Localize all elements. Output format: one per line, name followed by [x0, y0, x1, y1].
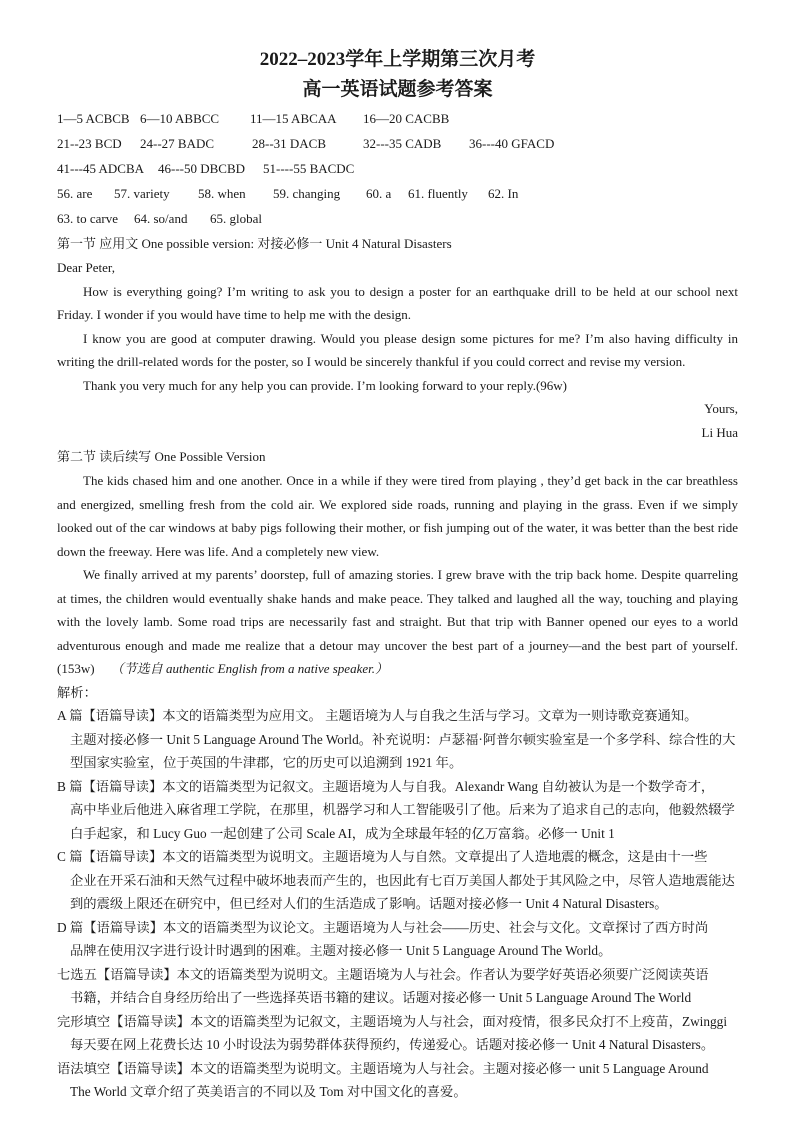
document-title: 2022–2023学年上学期第三次月考: [259, 49, 536, 70]
analysis-continuation: The World 文章介绍了英美语言的不同以及 Tom 对中国文化的喜爱。: [70, 1084, 467, 1099]
analysis-first-line: 语法填空【语篇导读】本文的语篇类型为说明文。主题语境为人与社会。主题对接必修一 unit 5 Language Around: [57, 1060, 709, 1076]
answer-item: 65. global: [210, 211, 262, 226]
letter-closing: Yours,: [704, 401, 738, 416]
story-paragraph: The kids chased him and one another. Once in a while if they were tired from playing , they’d get back in the car breathless and energized, smelling fresh from the cold air. We explored side roads, running and playing in the grass. Even if we simply looked out of the car windows at baby pigs following their mother, or fish jumping out of the water, it was better than the best ride down the freeway. Here was life. And a completely new view.: [57, 473, 738, 559]
letter-paragraph: Thank you very much for any help you can provide. I’m looking forward to your reply.(96w): [83, 377, 567, 393]
answer-item: 57. variety: [114, 186, 170, 201]
answer-item: 58. when: [198, 186, 246, 201]
analysis-first-line: 七选五【语篇导读】本文的语篇类型为说明文。主题语境为人与社会。作者认为要学好英语必须要广泛阅读英语: [57, 966, 709, 982]
answer-group: 32---35 CADB: [363, 136, 442, 151]
answers-row-5: [57, 206, 738, 231]
analysis-first-line: D 篇【语篇导读】本文的语篇类型为议论文。主题语境为人与社会——历史、社会与文化。文章探讨了西方时尚: [57, 919, 709, 935]
analysis-item: [57, 704, 738, 775]
analysis-first-line: C 篇【语篇导读】本文的语篇类型为说明文。主题语境为人与自然。文章提出了人造地震的概念，这是由十一些: [57, 849, 708, 864]
answers-row-3: [57, 156, 738, 181]
analysis-continuation: 品牌在使用汉字进行设计时遇到的困难。主题对接必修一 Unit 5 Language Around The World。: [70, 943, 612, 958]
answer-group: 28--31 DACB: [252, 136, 327, 151]
answer-group: 46---50 DBCBD: [158, 161, 246, 176]
letter-salutation: Dear Peter,: [57, 260, 115, 275]
analysis-item: [57, 1057, 738, 1104]
answer-group: 16—20 CACBB: [363, 111, 450, 126]
answers-row-2: [57, 131, 738, 156]
source-note: （节选自 authentic English from a native speaker.）: [110, 661, 388, 676]
analysis-item: [57, 963, 738, 1010]
answers-row-4: [57, 181, 738, 206]
document-subtitle: 高一英语试题参考答案: [302, 79, 493, 100]
answer-item: 61. fluently: [408, 186, 468, 201]
answer-group: 51----55 BACDC: [263, 161, 355, 176]
analysis-first-line: B 篇【语篇导读】本文的语篇类型为记叙文。主题语境为人与自我。Alexandr Wang 自幼被认为是一个数学奇才，: [57, 778, 715, 794]
answer-item: 64. so/and: [134, 211, 188, 226]
analysis-first-line: 完形填空【语篇导读】本文的语篇类型为记叙文，主题语境为人与社会，面对疫情，很多民众打不上疫苗，Zwinggi: [57, 1013, 728, 1029]
analysis-continuation: 企业在开采石油和天然气过程中破坏地表而产生的，也因此有七百万美国人都处于其风险之中，尽管人造地震能达到的震级上限还在研究中，但已经对人们的生活造成了影响。话题对接必修一 Unit 4 Natural Disasters。: [70, 872, 735, 911]
analysis-item: [57, 1010, 738, 1057]
story-paragraph: [57, 563, 738, 681]
answer-group: 36---40 GFACD: [469, 136, 555, 151]
section2-heading: 第二节 读后续写 One Possible Version: [57, 449, 266, 464]
analysis-continuation: 高中毕业后他进入麻省理工学院，在那里，机器学习和人工智能吸引了他。后来为了追求自己的志向，他毅然辍学白手起家，和 Lucy Guo 一起创建了公司 Scale AI，成为全球最年轻的亿万富翁。必修一 Unit 1: [70, 802, 735, 841]
analysis-item: [57, 845, 738, 916]
analysis-continuation: 每天要在网上花费长达 10 小时设法为弱势群体获得预约，传递爱心。话题对接必修一 Unit 4 Natural Disasters。: [70, 1037, 715, 1052]
answer-item: 59. changing: [273, 186, 341, 201]
answer-group: 11—15 ABCAA: [250, 111, 337, 126]
analysis-first-line: A 篇【语篇导读】本文的语篇类型为应用文。 主题语境为人与自我之生活与学习。文章为一则诗歌竞赛通知。: [57, 708, 698, 723]
section1-heading: 第一节 应用文 One possible version: 对接必修一 Unit 4 Natural Disasters: [57, 236, 452, 251]
answer-item: 63. to carve: [57, 211, 119, 226]
answer-item: 56. are: [57, 186, 93, 201]
story-text: We finally arrived at my parents’ doorstep, full of amazing stories. I grew brave with the trip back home. Despite quarreling at times, the children would eventually shake hands and make peace. They talked and laughed all the way, touching and playing with the lovely lamb. Some road trips are necessarily fast and straight. But that trip with Banner opened our eyes to a world adventurous enough and made me realize that a detour may uncover the best part of a journey—and the best part of yourself. (153w): [57, 567, 738, 676]
analysis-continuation: 书籍，并结合自身经历给出了一些选择英语书籍的建议。话题对接必修一 Unit 5 Language Around The World: [70, 990, 692, 1005]
analysis-label: 解析：: [57, 684, 97, 700]
answer-group: 1—5 ACBCB: [57, 111, 130, 126]
answer-group: 21--23 BCD: [57, 136, 122, 151]
letter-paragraph: I know you are good at computer drawing. Would you please design some pictures for me? I’m also having difficulty in writing the drill-related words for the poster, so I would be sincerely thankful if you could correct and revise my version.: [57, 330, 738, 369]
answer-group: 41---45 ADCBA: [57, 161, 145, 176]
answer-item: 60. a: [366, 186, 392, 201]
letter-paragraph: How is everything going? I’m writing to ask you to design a poster for an earthquake drill to be held at our school next Friday. I wonder if you would have time to help me with the design.: [57, 283, 738, 322]
answers-row-1: [57, 106, 738, 131]
answer-group: 24--27 BADC: [140, 136, 215, 151]
analysis-item: [57, 775, 738, 846]
answer-group: 6—10 ABBCC: [140, 111, 220, 126]
letter-signature: Li Hua: [701, 424, 738, 440]
analysis-item: [57, 916, 738, 963]
answer-item: 62. In: [488, 186, 519, 201]
analysis-continuation: 主题对接必修一 Unit 5 Language Around The World。补充说明：卢瑟福·阿普尔顿实验室是一个多学科、综合性的大型国家实验室，位于英国的牛津郡，它的历史可以追溯到 1921 年。: [70, 731, 736, 770]
